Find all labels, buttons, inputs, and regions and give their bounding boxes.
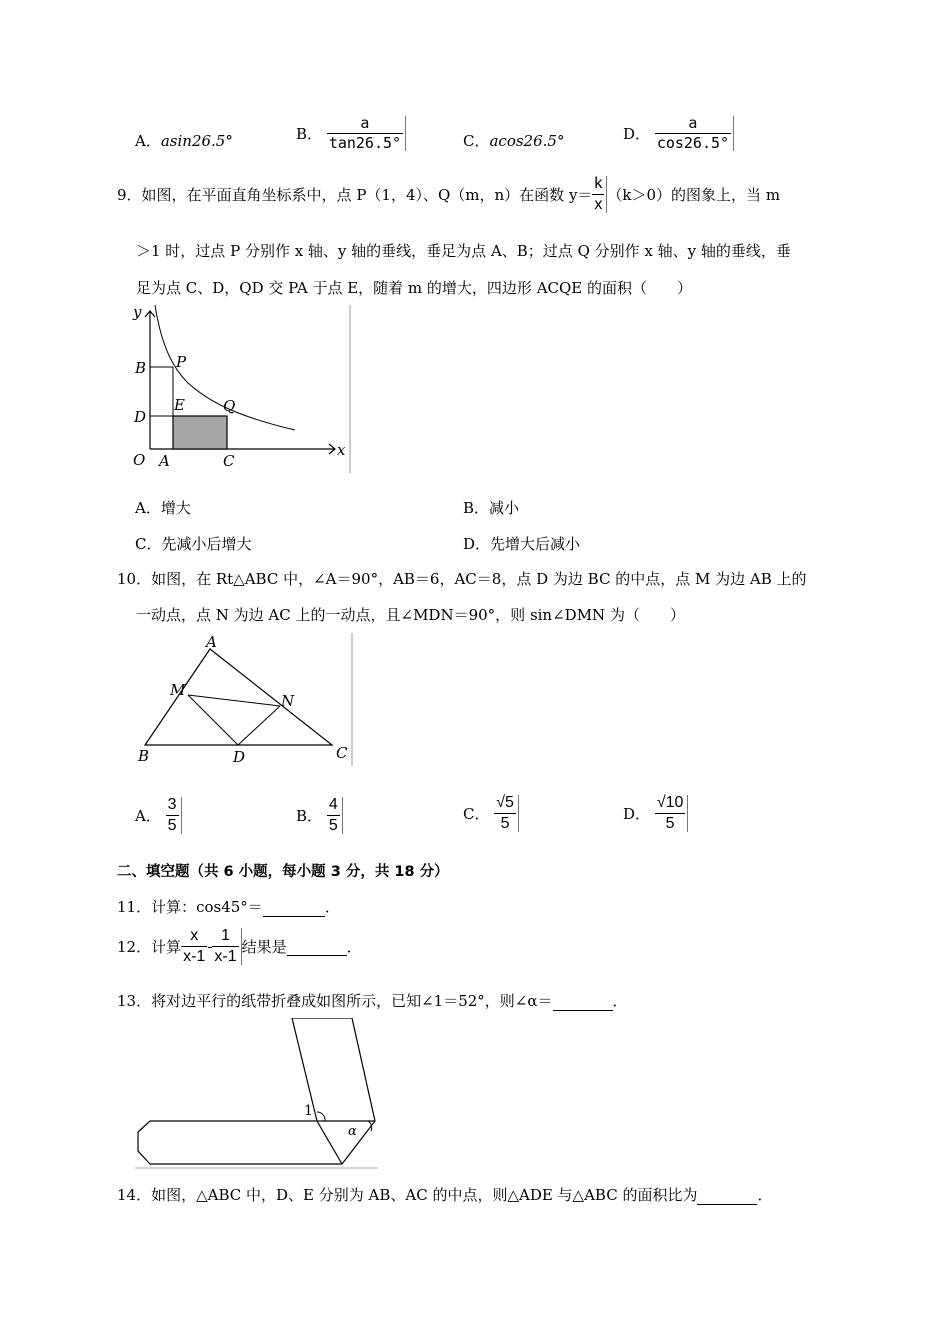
label-o: O	[133, 451, 146, 469]
q9-option-b: B．减小	[463, 499, 520, 517]
q14: 14．如图，△ABC 中，D、E 分别为 AB、AC 的中点，则△ADE 与△ABC 的面积比为 ．	[117, 1186, 773, 1204]
q13-figure	[130, 1018, 380, 1173]
q10-line2: 一动点，点 N 为边 AC 上的一动点，且∠MDN＝90°，则 sin∠DMN 为（ ）	[136, 606, 685, 624]
label-b: B	[135, 359, 147, 377]
q11-answer-blank	[263, 898, 325, 917]
paper-strip-upper-right	[292, 1018, 375, 1164]
q10-option-a-fraction: $\frac{3}{5}$	[166, 797, 182, 834]
label-b: B	[138, 747, 150, 765]
q8-option-d-fraction: $\frac{a}{\cos 26.5^\circ}$	[655, 116, 734, 151]
label-n: N	[281, 692, 295, 710]
label-alpha: α	[348, 1124, 357, 1139]
q10-figure	[130, 633, 355, 768]
q9-function-fraction: $\frac{k}{x}$	[592, 176, 607, 213]
q8-option-b: B． $\frac{a}{\tan 26.5^\circ}$	[296, 116, 406, 151]
q10-option-b-fraction: $\frac{4}{5}$	[327, 797, 343, 834]
fold-line-left	[317, 1121, 342, 1164]
q12: 12．计算 $\frac{x}{x-1}$ - $\frac{1}{x-1}$ 结果是 ．	[117, 927, 362, 965]
label-x: x	[337, 441, 346, 459]
angle-1-arc	[317, 1112, 325, 1121]
label-a: A	[206, 633, 217, 651]
label-d: D	[233, 748, 246, 766]
q10-option-a: A． $\frac{3}{5}$	[135, 797, 182, 834]
q8-option-b-fraction: $\frac{a}{\tan 26.5^\circ}$	[327, 116, 406, 151]
q12-fraction-2: $\frac{1}{x-1}$	[212, 928, 241, 965]
q8-option-c: C．acos26.5°	[463, 132, 565, 150]
q12-fraction-1: $\frac{x}{x-1}$	[183, 927, 206, 965]
paper-strip-fold-area	[292, 1018, 375, 1164]
segment-nd	[238, 706, 280, 745]
q13: 13．将对边平行的纸带折叠成如图所示，已知∠1＝52°，则∠α＝ ．	[117, 992, 628, 1010]
q10-line1: 10．如图，在 Rt△ABC 中，∠A＝90°，AB＝6，AC＝8，点 D 为边 BC 的中点，点 M 为边 AB 上的	[117, 570, 807, 588]
q10-option-c: C． $\frac{√5}{5}$	[463, 795, 519, 832]
q8-option-a: A．asin26.5°	[135, 132, 233, 150]
section-heading-fill-in: 二、填空题（共 6 小题，每小题 3 分，共 18 分）	[117, 864, 449, 880]
rect-acqe	[173, 416, 227, 449]
q8-option-d: D． $\frac{a}{\cos 26.5^\circ}$	[623, 116, 734, 151]
q13-answer-blank	[553, 992, 613, 1011]
label-a: A	[159, 452, 170, 470]
segment-md	[188, 695, 238, 745]
q10-option-d: D． $\frac{√10}{5}$	[623, 795, 688, 832]
label-angle-1: 1	[304, 1103, 313, 1119]
q10-option-c-fraction: $\frac{√5}{5}$	[494, 795, 519, 832]
label-c: C	[223, 452, 235, 470]
q9-figure	[130, 305, 355, 475]
q10-option-b: B． $\frac{4}{5}$	[296, 797, 343, 834]
q9-line2: ＞1 时，过点 P 分别作 x 轴、y 轴的垂线，垂足为点 A、B；过点 Q 分别作 x 轴、y 轴的垂线，垂	[136, 242, 791, 260]
q11: 11．计算：cos45°＝ ．	[117, 898, 340, 916]
q9-option-a: A．增大	[135, 499, 191, 517]
segment-mn	[188, 695, 280, 706]
label-d: D	[134, 408, 147, 426]
label-y: y	[133, 305, 142, 321]
paper-strip-lower	[138, 1121, 342, 1164]
q9-option-c: C．先减小后增大	[135, 535, 252, 553]
q9-line1: 9．如图，在平面直角坐标系中，点 P（1，4）、Q（m，n）在函数 y＝ $\frac{k}{x}$ （k＞0）的图象上，当 m	[117, 175, 781, 213]
label-m: M	[170, 681, 186, 699]
label-p: P	[176, 353, 187, 371]
label-q: Q	[223, 397, 236, 415]
q12-answer-blank	[287, 937, 347, 956]
q14-answer-blank	[697, 1186, 757, 1205]
label-c: C	[336, 744, 348, 762]
label-e: E	[174, 396, 185, 414]
q10-option-d-fraction: $\frac{√10}{5}$	[655, 795, 689, 832]
q9-option-d: D．先增大后减小	[463, 535, 581, 553]
q9-line3: 足为点 C、D，QD 交 PA 于点 E，随着 m 的增大，四边形 ACQE 的面积（ ）	[136, 279, 693, 297]
